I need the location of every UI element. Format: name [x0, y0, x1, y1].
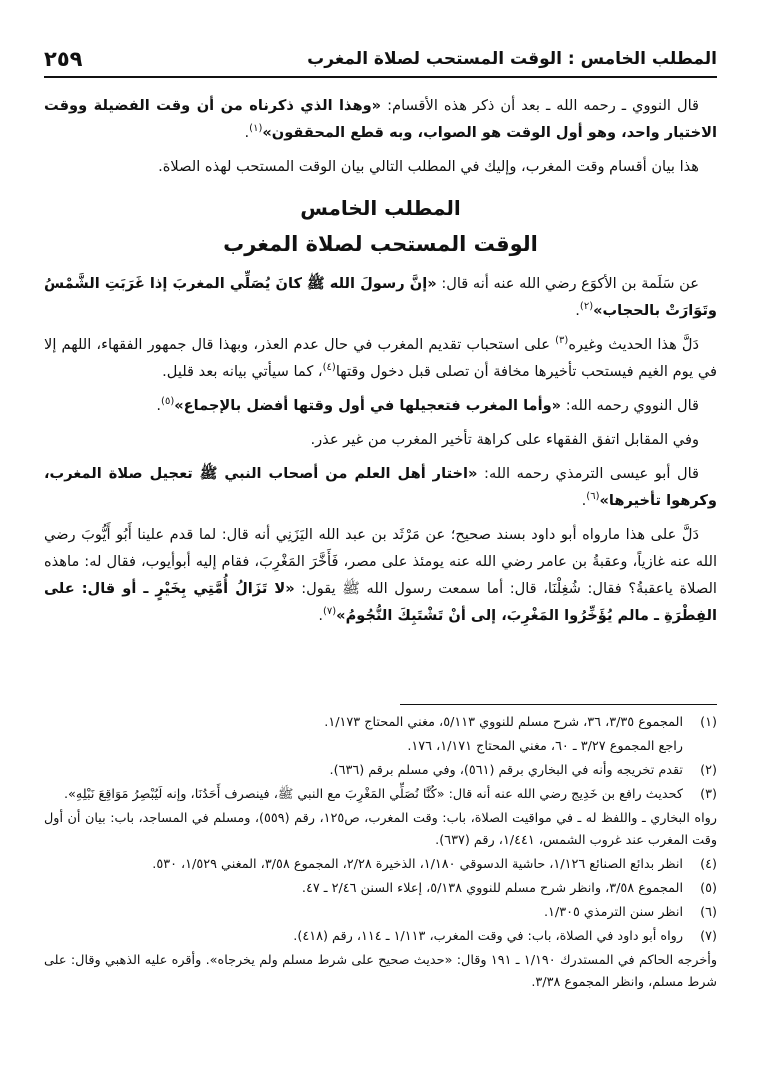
- footnote-6: [44, 902, 717, 924]
- footnote-ref: (٣): [555, 335, 569, 347]
- paragraph-nawawi-sections: [44, 92, 717, 146]
- footnote-divider: [400, 704, 717, 705]
- text-run: قال أبو عيسى الترمذي رحمه الله:: [477, 465, 699, 482]
- paragraph-abu-dawud: [44, 521, 717, 629]
- quote: «إنَّ رسولَ الله ﷺ كانَ يُصَلِّي المغربَ إذا غَرَبَتِ الشَّمْسُ وتَوَارَتْ بالحجاب»: [44, 275, 717, 319]
- text-run: عن سَلَمة بن الأكوَع رضي الله عنه أنه قال:: [436, 275, 699, 292]
- text-run: .: [581, 492, 587, 509]
- footnote-4: [44, 854, 717, 876]
- paragraph-makruh: وفي المقابل اتفق الفقهاء على كراهة تأخير المغرب من غير عذر.: [310, 431, 699, 448]
- footnote-ref: (٢): [579, 301, 594, 313]
- footnote-ref: (٧): [322, 606, 337, 618]
- footnote-number: (٣): [700, 787, 717, 802]
- paragraph-hadith-salama: [44, 270, 717, 324]
- footnote-1: [44, 712, 717, 734]
- footnote-2: [44, 760, 717, 782]
- quote: «وهذا الذي ذكرناه من أن وقت الفضيلة ووقت الاختيار واحد، وهو أول الوقت هو الصواب، وبه قطع المحققون»: [44, 97, 717, 141]
- text-run: قال النووي رحمه الله:: [561, 397, 699, 414]
- footnote-number: (٤): [700, 857, 717, 872]
- footnote-text-cont: رواه البخاري ـ واللفظ له ـ في مواقيت الصلاة، باب: وقت المغرب، ص١٢٥، رقم (٥٥٩)، ومسلم في المساجد، باب: بيان أن أول وقت المغرب عند غروب الشمس، ١/٤٤١، رقم (٦٣٧).: [44, 811, 717, 848]
- text-run: .: [156, 397, 162, 414]
- text-run: دَلَّ على هذا مارواه أبو داود بسند صحيح؛ عن مَرْثَد بن عبد الله اليَزَنِي أنه قال: لما قدم علينا أَبُو أَيُّوبَ رضي الله عنه غازياً، وعقبةُ بن عامر رضي الله عنه يومئذ على مصر، فَأَخَّرَ المَغْرِبَ، فقام إليه أبوأيوب، فقال له: ماهذه الصلاة ياعقبةُ؟ فقال: شُغِلْنَا، قال: أما سمعت رسول الله ﷺ يقول:: [44, 526, 717, 597]
- footnote-text: رواه أبو داود في الصلاة، باب: في وقت المغرب، ١/١١٣ ـ ١١٤، رقم (٤١٨).: [293, 929, 683, 944]
- footnote-text: كحديث رافع بن خَدِيج رضي الله عنه أنه قال: «كُنَّا نُصَلِّي المَغْرِبَ مع النبي ﷺ، فينصرف أَحَدُنَا، وإنه لَيُبْصِرُ مَوَاقِعَ نَبْلِهِ».: [63, 787, 683, 802]
- footnote-text: انظر سنن الترمذي ١/٣٠٥.: [543, 905, 683, 920]
- footnote-text-cont: وأخرجه الحاكم في المستدرك ١/١٩٠ ـ ١٩١ وقال: «حديث صحيح على شرط مسلم ولم يخرجاه». وأقره عليه الذهبي وقال: على شرط مسلم، وانظر المجموع ٣/٣٨.: [44, 953, 717, 990]
- footnotes: [44, 712, 717, 996]
- footnote-ref: (٤): [322, 362, 336, 374]
- footnote-text: تقدم تخريجه وأنه في البخاري برقم (٥٦١)، وفي مسلم برقم (٦٣٦).: [329, 763, 683, 778]
- footnote-5: [44, 878, 717, 900]
- footnote-7: [44, 926, 717, 948]
- text-run: .: [244, 124, 250, 141]
- paragraph-tirmidhi: [44, 460, 717, 514]
- footnote-number: (٥): [700, 881, 717, 896]
- footnote-text: انظر بدائع الصنائع ١/١٢٦، حاشية الدسوقي ١/١٨٠، الذخيرة ٢/٢٨، المجموع ٣/٥٨، المغني ١/٥٢٩، ٥٣٠.: [152, 857, 683, 872]
- footnote-number: (٢): [700, 763, 717, 778]
- page-header: [44, 42, 717, 78]
- quote: «اختار أهل العلم من أصحاب النبي ﷺ تعجيل صلاة المغرب، وكرهوا تأخيرها»: [44, 465, 717, 509]
- footnote-ref: (٦): [586, 491, 600, 503]
- text-run: على استحباب تقديم المغرب في حال عدم العذر، وبهذا قال جمهور الفقهاء، اللهم إلا في يوم الغيم فيستحب تأخيرها مخافة أن تصلى قبل دخول وقتها: [44, 336, 717, 380]
- text-run: .: [318, 607, 323, 624]
- paragraph-evidence: [44, 331, 717, 385]
- footnote-ref: (٥): [161, 396, 175, 408]
- text-run: قال النووي ـ رحمه الله ـ بعد أن ذكر هذه الأقسام:: [381, 97, 699, 114]
- quote: «وأما المغرب فتعجيلها في أول وقتها أفضل بالإجماع»: [174, 397, 562, 414]
- text-run: .: [575, 302, 580, 319]
- footnote-ref: (١): [249, 123, 263, 135]
- paragraph-nawawi-consensus: [44, 392, 717, 419]
- footnote-number: (١): [700, 715, 717, 730]
- text-run: دَلَّ هذا الحديث وغيره: [568, 336, 700, 353]
- paragraph-summary: هذا بيان أقسام وقت المغرب، وإليك في المطلب التالي بيان الوقت المستحب لهذه الصلاة.: [158, 158, 699, 175]
- section-label: المطلب الخامس: [300, 196, 461, 220]
- footnote-text-cont: راجع المجموع ٣/٢٧ ـ ٦٠، مغني المحتاج ١/١٧١، ١٧٦.: [407, 739, 683, 754]
- main-text: [44, 92, 717, 636]
- footnote-text: المجموع ٣/٣٥، ٣٦، شرح مسلم للنووي ٥/١١٣، مغني المحتاج ١/١٧٣.: [324, 715, 683, 730]
- footnote-number: (٧): [700, 929, 717, 944]
- running-title: المطلب الخامس : الوقت المستحب لصلاة المغرب: [307, 49, 717, 69]
- text-run: ، كما سيأتي بيانه بعد قليل.: [162, 363, 323, 380]
- quote: «لا تَزَالُ أُمَّتِي بِخَيْرٍ ـ أو قال: على الفِطْرَةِ ـ مالم يُؤَخِّرُوا المَغْرِبَ، إلى أنْ تَشْتَبِكَ النُّجُومُ»: [44, 580, 717, 624]
- footnote-number: (٦): [700, 905, 717, 920]
- page-number: ٢٥٩: [44, 47, 83, 71]
- section-title: الوقت المستحب لصلاة المغرب: [223, 232, 538, 256]
- footnote-text: المجموع ٣/٥٨، وانظر شرح مسلم للنووي ٥/١٣٨، إعلاء السنن ٢/٤٦ ـ ٤٧.: [301, 881, 683, 896]
- footnote-3: [44, 784, 717, 806]
